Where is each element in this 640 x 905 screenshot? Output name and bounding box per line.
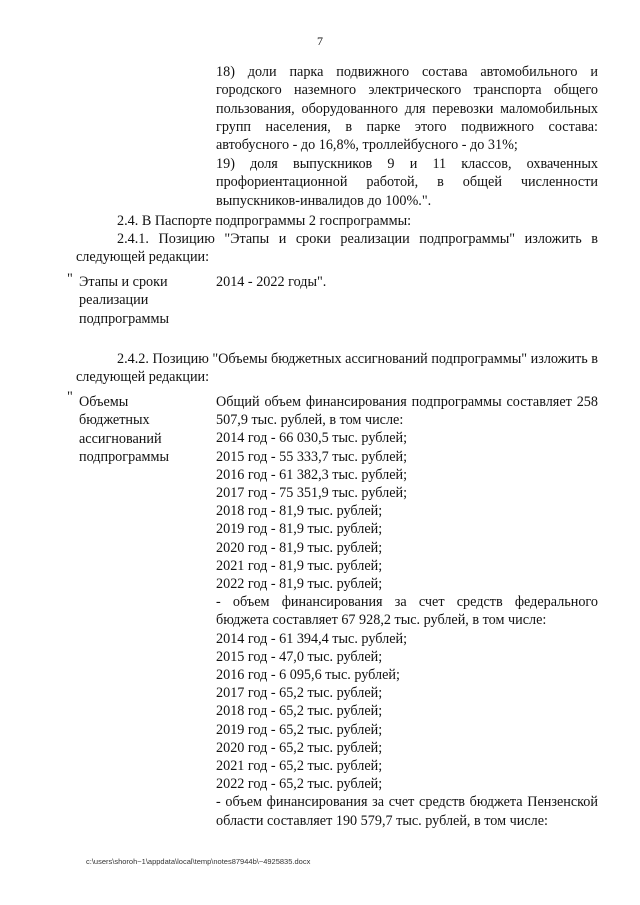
- budget-label: [79, 393, 169, 466]
- budget-federal-year: 2018 год - 65,2 тыс. рублей;: [216, 703, 383, 720]
- budget-federal-year: 2016 год - 6 095,6 тыс. рублей;: [216, 667, 400, 684]
- stages-value: 2014 - 2022 годы".: [216, 274, 327, 290]
- budget-amounts: [216, 393, 598, 830]
- budget-total-year: 2021 год - 81,9 тыс. рублей;: [216, 557, 383, 574]
- budget-label-line: подпрограммы: [79, 448, 169, 465]
- budget-total-year: 2022 год - 81,9 тыс. рублей;: [216, 576, 383, 593]
- budget-total-year: 2017 год - 75 351,9 тыс. рублей;: [216, 485, 408, 502]
- budget-total-year: 2020 год - 81,9 тыс. рублей;: [216, 539, 383, 556]
- budget-total-year: 2016 год - 61 382,3 тыс. рублей;: [216, 466, 408, 483]
- budget-federal-year: 2022 год - 65,2 тыс. рублей;: [216, 776, 383, 793]
- budget-federal-year: 2014 год - 61 394,4 тыс. рублей;: [216, 630, 408, 647]
- budget-total-year: 2014 год - 66 030,5 тыс. рублей;: [216, 430, 408, 447]
- budget-total-intro: Общий объем финансирования подпрограммы составляет 258 507,9 тыс. рублей, в том числе:: [216, 394, 598, 429]
- budget-federal-year: 2021 год - 65,2 тыс. рублей;: [216, 758, 383, 775]
- budget-total-year: 2015 год - 55 333,7 тыс. рублей;: [216, 448, 408, 465]
- budget-federal-year: 2015 год - 47,0 тыс. рублей;: [216, 648, 383, 665]
- budget-label-line: бюджетных: [79, 412, 150, 429]
- budget-federal-year: 2019 год - 65,2 тыс. рублей;: [216, 721, 383, 738]
- stages-open-quote: ": [67, 271, 73, 287]
- item-19-text: 19) доля выпускников 9 и 11 классов, охваченных профориентационной работой, в общей численности выпускников-инвалидов до 100%.".: [216, 156, 598, 209]
- budget-label-line: ассигнований: [79, 430, 162, 447]
- section-2-4-1-text: 2.4.1. Позицию "Этапы и сроки реализации подпрограммы" изложить в следующей редакции:: [76, 231, 598, 266]
- stages-label-line: реализации: [79, 292, 149, 309]
- budget-total-year: 2019 год - 81,9 тыс. рублей;: [216, 521, 383, 538]
- footer-file-path: c:\users\shoroh~1\appdata\local\temp\notes87944b\~4925835.docx: [86, 857, 311, 866]
- item-18-text: 18) доли парка подвижного состава автомобильного и городского наземного электрического транспорта общего пользования, оборудованного для перевозки маломобильных групп населения, в парке этого подвижного состава: автобусного - до 16,8%, троллейбусного - до 31%;: [216, 64, 598, 154]
- stages-label: [79, 273, 169, 328]
- stages-label-line: подпрограммы: [79, 310, 169, 327]
- budget-federal-year: 2020 год - 65,2 тыс. рублей;: [216, 739, 383, 756]
- section-2-4-2-text: 2.4.2. Позицию "Объемы бюджетных ассигнований подпрограммы" изложить в следующей редакции:: [76, 351, 598, 386]
- budget-open-quote: ": [67, 389, 73, 405]
- page-number: 7: [317, 34, 323, 48]
- budget-label-line: Объемы: [79, 394, 129, 410]
- section-2-4-heading: 2.4. В Паспорте подпрограммы 2 госпрограммы:: [117, 213, 412, 229]
- budget-federal-intro: - объем финансирования за счет средств федерального бюджета составляет 67 928,2 тыс. рублей, в том числе:: [216, 594, 598, 629]
- budget-federal-year: 2017 год - 65,2 тыс. рублей;: [216, 685, 383, 702]
- stages-label-line: Этапы и сроки: [79, 274, 168, 290]
- budget-regional-intro: - объем финансирования за счет средств бюджета Пензенской области составляет 190 579,7 тыс. рублей, в том числе:: [216, 794, 598, 829]
- budget-total-year: 2018 год - 81,9 тыс. рублей;: [216, 503, 383, 520]
